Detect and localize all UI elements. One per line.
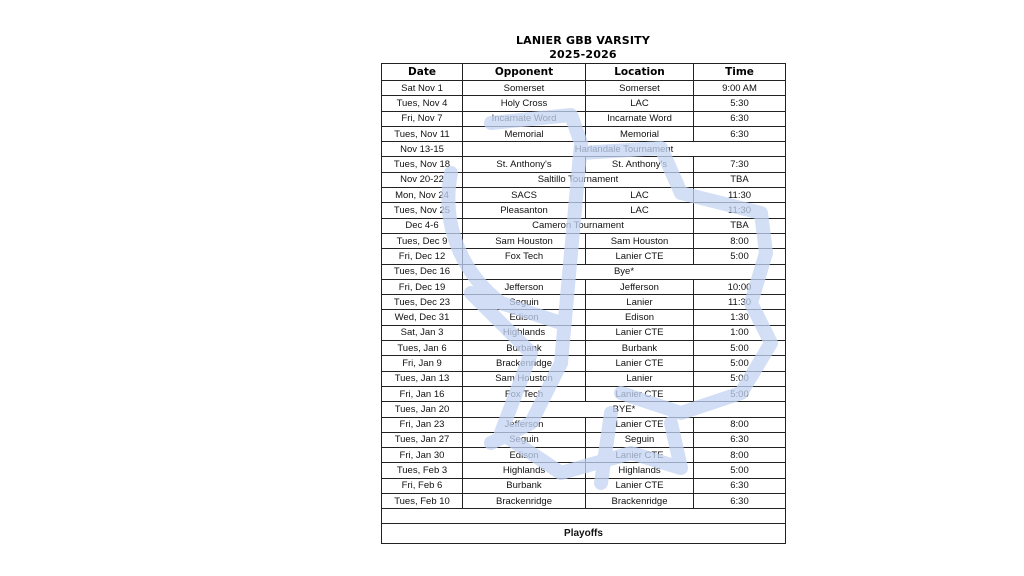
date-cell: Tues, Nov 18 [382, 157, 463, 172]
date-cell: Tues, Nov 4 [382, 96, 463, 111]
opponent-cell: Holy Cross [463, 96, 586, 111]
schedule-row [382, 218, 786, 233]
schedule-row [382, 295, 786, 310]
date-cell: Sat Nov 1 [382, 81, 463, 96]
time-cell: 1:00 [694, 325, 786, 340]
date-cell: Fri, Jan 23 [382, 417, 463, 432]
date-cell: Fri, Feb 6 [382, 478, 463, 493]
date-cell: Tues, Dec 16 [382, 264, 463, 279]
schedule-row [382, 478, 786, 493]
location-cell: Lanier CTE [586, 448, 694, 463]
event-cell: BYE* [463, 402, 786, 417]
opponent-cell: St. Anthony's [463, 157, 586, 172]
location-cell: Lanier [586, 295, 694, 310]
schedule-table [381, 63, 786, 544]
date-cell: Tues, Feb 3 [382, 463, 463, 478]
opponent-cell: Incarnate Word [463, 111, 586, 126]
schedule-row [382, 310, 786, 325]
schedule-row [382, 249, 786, 264]
event-cell: Bye* [463, 264, 786, 279]
time-cell: 5:00 [694, 249, 786, 264]
time-cell: 8:00 [694, 448, 786, 463]
location-cell: Highlands [586, 463, 694, 478]
event-cell: Cameron Tournament [463, 218, 694, 233]
time-cell: 8:00 [694, 233, 786, 248]
schedule-row [382, 325, 786, 340]
location-cell: Sam Houston [586, 233, 694, 248]
opponent-cell: Edison [463, 448, 586, 463]
location-cell: Lanier [586, 371, 694, 386]
time-cell: 6:30 [694, 494, 786, 509]
location-cell: Jefferson [586, 279, 694, 294]
date-cell: Sat, Jan 3 [382, 325, 463, 340]
location-cell: Seguin [586, 432, 694, 447]
schedule-row [382, 448, 786, 463]
location-cell: Lanier CTE [586, 386, 694, 401]
time-cell: 6:30 [694, 432, 786, 447]
date-cell: Tues, Dec 9 [382, 233, 463, 248]
schedule-row [382, 157, 786, 172]
schedule-row [382, 264, 786, 279]
schedule-row [382, 172, 786, 187]
opponent-cell: Fox Tech [463, 249, 586, 264]
time-cell: 9:00 AM [694, 81, 786, 96]
event-cell: Harlandale Tournament [463, 142, 786, 157]
time-cell: 5:00 [694, 371, 786, 386]
location-cell: Incarnate Word [586, 111, 694, 126]
schedule-row [382, 417, 786, 432]
opponent-cell: Brackenridge [463, 356, 586, 371]
header-location: Location [586, 64, 694, 81]
location-cell: LAC [586, 188, 694, 203]
time-cell: 5:00 [694, 386, 786, 401]
location-cell: Somerset [586, 81, 694, 96]
location-cell: Edison [586, 310, 694, 325]
season-label: 2025-2026 [549, 48, 617, 61]
location-cell: Lanier CTE [586, 417, 694, 432]
date-cell: Fri, Dec 12 [382, 249, 463, 264]
schedule-row [382, 386, 786, 401]
date-cell: Wed, Dec 31 [382, 310, 463, 325]
date-cell: Mon, Nov 24 [382, 188, 463, 203]
opponent-cell: Highlands [463, 463, 586, 478]
date-cell: Fri, Jan 9 [382, 356, 463, 371]
time-cell: 11:30 [694, 203, 786, 218]
date-cell: Fri, Dec 19 [382, 279, 463, 294]
location-cell: Lanier CTE [586, 356, 694, 371]
opponent-cell: Brackenridge [463, 494, 586, 509]
opponent-cell: Jefferson [463, 279, 586, 294]
date-cell: Nov 13-15 [382, 142, 463, 157]
time-cell: 5:00 [694, 356, 786, 371]
opponent-cell: Seguin [463, 432, 586, 447]
schedule-row [382, 402, 786, 417]
date-cell: Tues, Jan 20 [382, 402, 463, 417]
opponent-cell: Burbank [463, 341, 586, 356]
opponent-cell: Seguin [463, 295, 586, 310]
location-cell: LAC [586, 203, 694, 218]
blank-row [382, 509, 786, 524]
location-cell: St. Anthony's [586, 157, 694, 172]
schedule-row [382, 432, 786, 447]
schedule-row [382, 341, 786, 356]
schedule-row [382, 233, 786, 248]
date-cell: Tues, Jan 6 [382, 341, 463, 356]
time-cell: 5:00 [694, 341, 786, 356]
date-cell: Dec 4-6 [382, 218, 463, 233]
opponent-cell: SACS [463, 188, 586, 203]
opponent-cell: Fox Tech [463, 386, 586, 401]
date-cell: Fri, Nov 7 [382, 111, 463, 126]
time-cell: TBA [694, 172, 786, 187]
schedule-row [382, 188, 786, 203]
location-cell: Burbank [586, 341, 694, 356]
time-cell: 11:30 [694, 295, 786, 310]
time-cell: 1:30 [694, 310, 786, 325]
location-cell: LAC [586, 96, 694, 111]
schedule-row [382, 96, 786, 111]
playoffs-cell: Playoffs [382, 524, 786, 544]
location-cell: Memorial [586, 126, 694, 141]
time-cell: 10:00 [694, 279, 786, 294]
header-row [382, 64, 786, 81]
schedule-row [382, 81, 786, 96]
time-cell: 7:30 [694, 157, 786, 172]
opponent-cell: Pleasanton [463, 203, 586, 218]
date-cell: Tues, Feb 10 [382, 494, 463, 509]
schedule-row [382, 356, 786, 371]
opponent-cell: Highlands [463, 325, 586, 340]
date-cell: Fri, Jan 30 [382, 448, 463, 463]
time-cell: 6:30 [694, 126, 786, 141]
schedule-row [382, 203, 786, 218]
date-cell: Tues, Jan 13 [382, 371, 463, 386]
opponent-cell: Sam Houston [463, 371, 586, 386]
header-date: Date [382, 64, 463, 81]
time-cell: 6:30 [694, 478, 786, 493]
date-cell: Tues, Nov 11 [382, 126, 463, 141]
date-cell: Tues, Nov 25 [382, 203, 463, 218]
time-cell: TBA [694, 218, 786, 233]
header-opponent: Opponent [463, 64, 586, 81]
location-cell: Lanier CTE [586, 478, 694, 493]
time-cell: 5:00 [694, 463, 786, 478]
schedule-row [382, 111, 786, 126]
event-cell: Saltillo Tournament [463, 172, 694, 187]
location-cell: Brackenridge [586, 494, 694, 509]
schedule-row [382, 142, 786, 157]
date-cell: Tues, Jan 27 [382, 432, 463, 447]
schedule-row [382, 494, 786, 509]
schedule-title: LANIER GBB VARSITY [515, 34, 651, 47]
schedule-row [382, 126, 786, 141]
opponent-cell: Burbank [463, 478, 586, 493]
time-cell: 6:30 [694, 111, 786, 126]
opponent-cell: Memorial [463, 126, 586, 141]
opponent-cell: Somerset [463, 81, 586, 96]
time-cell: 8:00 [694, 417, 786, 432]
date-cell: Fri, Jan 16 [382, 386, 463, 401]
time-cell: 11:30 [694, 188, 786, 203]
playoffs-row [382, 524, 786, 544]
date-cell: Tues, Dec 23 [382, 295, 463, 310]
opponent-cell: Jefferson [463, 417, 586, 432]
blank-cell [382, 509, 786, 524]
opponent-cell: Edison [463, 310, 586, 325]
location-cell: Lanier CTE [586, 249, 694, 264]
opponent-cell: Sam Houston [463, 233, 586, 248]
date-cell: Nov 20-22 [382, 172, 463, 187]
location-cell: Lanier CTE [586, 325, 694, 340]
schedule-row [382, 371, 786, 386]
schedule-row [382, 279, 786, 294]
time-cell: 5:30 [694, 96, 786, 111]
header-time: Time [694, 64, 786, 81]
schedule-row [382, 463, 786, 478]
